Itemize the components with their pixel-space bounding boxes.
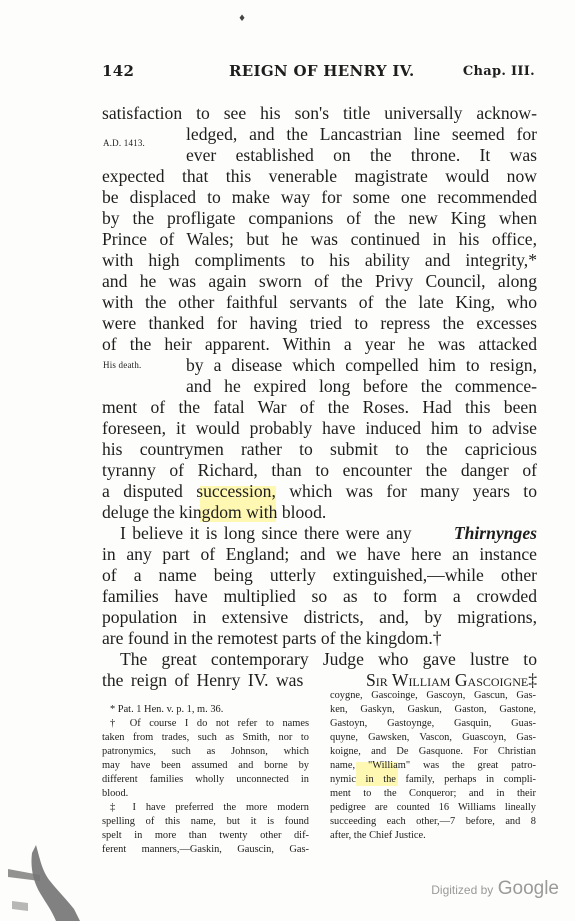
body-line: foreseen, it would probably have induced him to advise [102, 418, 537, 438]
body-line: his countrymen rather to submit to the capricious [102, 439, 537, 459]
body-line: of a name being utterly extinguished,—while other [102, 565, 537, 585]
body-line: are found in the remotest parts of the kingdom.† [102, 628, 442, 648]
footnote-line: spelt in more than twenty other dif- [102, 830, 309, 841]
footnote-line: blood. [102, 788, 129, 799]
body-line: be displaced to make way for some one recommended [102, 187, 537, 207]
footnote-line: pedigree are counted 16 Williams lineally [330, 802, 536, 813]
footnote-line: Gastoyn, Gastoynge, Gasquin, Guas- [330, 718, 536, 729]
body-line: and he was again sworn of the Privy Council, along [102, 271, 537, 291]
body-line: by the profligate companions of the new King when [102, 208, 537, 228]
footnote-line: nymic in the family, perhaps in compli- [330, 774, 536, 785]
body-line [102, 670, 537, 691]
page-number: 142 [102, 62, 135, 80]
body-line: Prince of Wales; but he was continued in his office, [102, 229, 537, 249]
body-line: tyranny of Richard, than to encounter the danger of [102, 460, 537, 480]
footnote-line: ferent manners,—Gaskin, Gauscin, Gas- [102, 844, 309, 855]
body-line-text: the reign of Henry IV. was [102, 670, 304, 690]
scan-shadow [0, 841, 120, 921]
body-line: families have multiplied so as to form a crowded [102, 586, 537, 606]
footnote-line: name, "William" was the great patro- [330, 760, 536, 771]
footnote-line: taken from trades, such as Smith, nor to [102, 732, 309, 743]
watermark-prefix: Digitized by [431, 883, 494, 897]
running-title: REIGN OF HENRY IV. [229, 62, 415, 80]
body-line: satisfaction to see his son's title universally acknow- [102, 103, 537, 123]
footnote-line: koigne, and De Gasquone. For Christian [330, 746, 536, 757]
footnote-line: quyne, Gawsken, Vascon, Guascoyn, Gas- [330, 732, 536, 743]
watermark-brand: Google [497, 878, 559, 899]
body-line: The great contemporary Judge who gave lustre to [120, 649, 537, 669]
footnote-line: different families wholly unconnected in [102, 774, 309, 785]
body-line: ment of the fatal War of the Roses. Had this been [102, 397, 537, 417]
body-line [120, 523, 537, 544]
body-line: and he expired long before the commence- [186, 376, 537, 396]
margin-note-his-death: His death. [103, 360, 142, 370]
body-line: population in extensive districts, and, by migrations, [102, 607, 537, 627]
footnote-line: may have been assumed and borne by [102, 760, 309, 771]
margin-note-year: A.D. 1413. [103, 138, 145, 148]
footnote-line: * Pat. 1 Hen. v. p. 1, m. 36. [110, 704, 224, 715]
footnote-line: ‡ I have preferred the more modern [110, 802, 309, 813]
body-line: ever established on the throne. It was [186, 145, 537, 165]
chapter-label: Chap. III. [462, 64, 535, 79]
body-line: in any part of England; and we have here an instance [102, 544, 537, 564]
body-line-name: Sir William Gascoigne‡ [365, 670, 537, 690]
decorative-mark: ♦ [238, 14, 247, 24]
body-line: a disputed succession, which was for many years to [102, 481, 537, 501]
footnote-line: after, the Chief Justice. [330, 830, 426, 841]
body-line: of the heir apparent. Within a year he was attacked [102, 334, 537, 354]
footnote-line: spelling of this name, but it is found [102, 816, 309, 827]
body-line: were thanked for having tried to repress the excesses [102, 313, 537, 333]
footnote-line: patronymics, such as Johnson, which [102, 746, 309, 757]
body-line: by a disease which compelled him to resign, [186, 355, 537, 375]
footnote-line: † Of course I do not refer to names [110, 718, 309, 729]
body-line-text: I believe it is long since there were any [120, 523, 412, 543]
footnote-line: ken, Gaskyn, Gaskun, Gaston, Gastone, [330, 704, 536, 715]
body-line: with the other faithful servants of the late King, who [102, 292, 537, 312]
footnote-line: coygne, Gascoinge, Gascoyn, Gascun, Gas- [330, 690, 536, 701]
body-line: deluge the kingdom with blood. [102, 502, 327, 522]
digitized-watermark [431, 878, 559, 900]
footnote-line: ment to the Conqueror; and in their [330, 788, 536, 799]
footnote-line: succeeding each other,—7 before, and 8 [330, 816, 536, 827]
body-line: expected that this venerable magistrate would now [102, 166, 537, 186]
body-line-italic: Thirnynges [453, 523, 537, 543]
body-line: ledged, and the Lancastrian line seemed for [186, 124, 537, 144]
body-line: with high compliments to his ability and integrity,* [102, 250, 537, 270]
